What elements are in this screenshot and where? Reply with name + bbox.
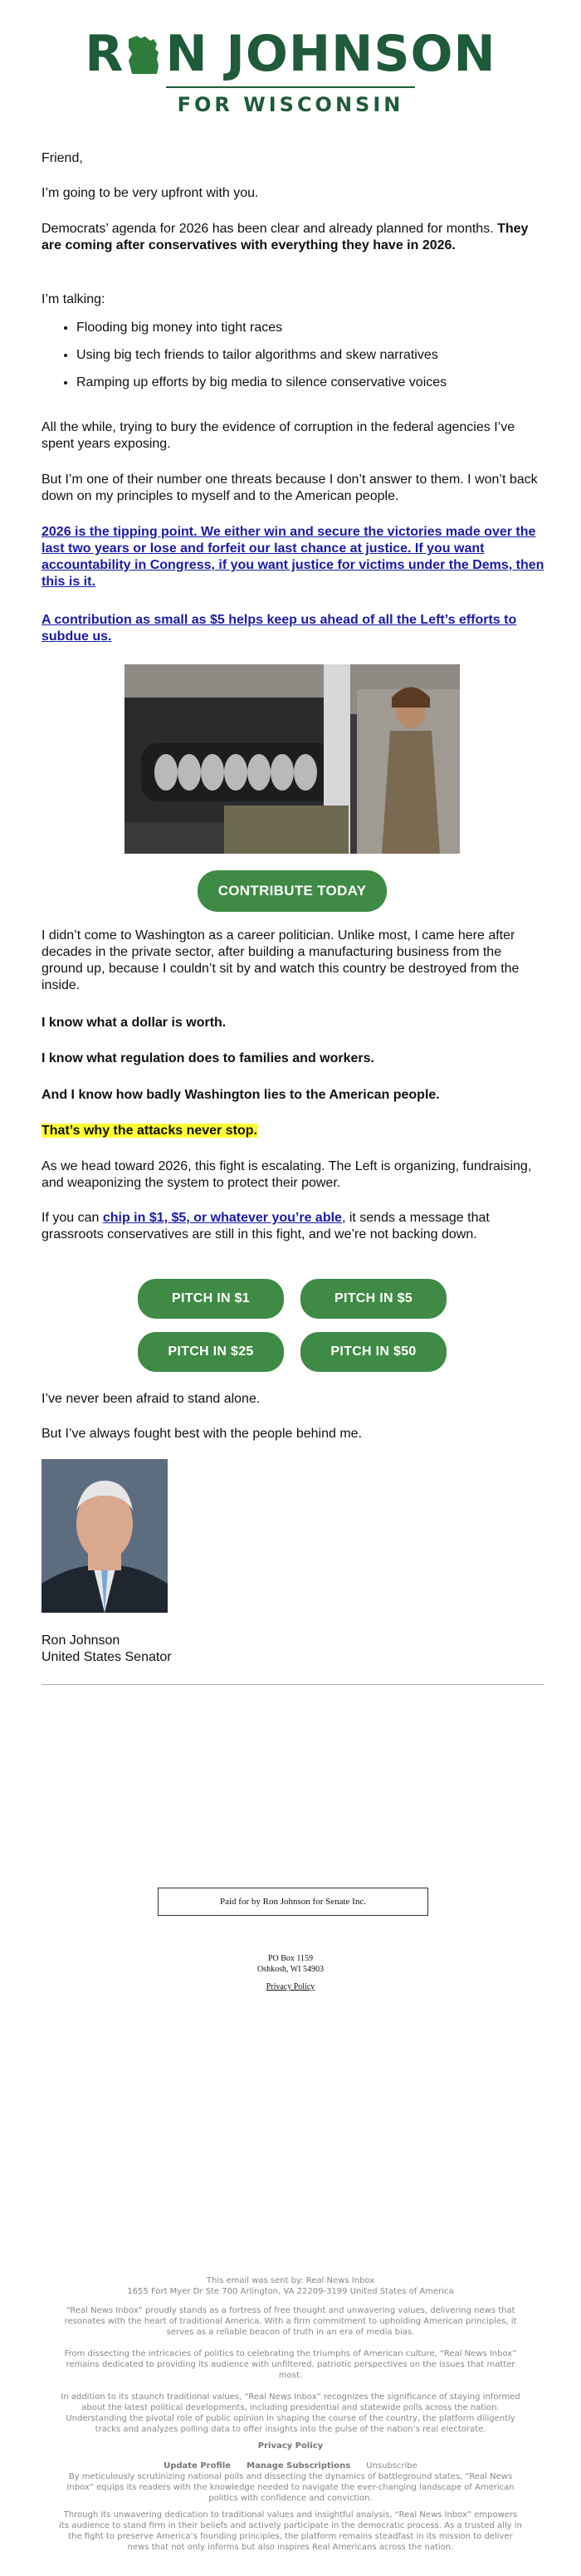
- pitch-in-25-button[interactable]: PITCH IN $25: [138, 1332, 284, 1372]
- wisconsin-state-icon: [125, 31, 164, 77]
- paragraph-principles: But I’m one of their number one threats because I don’t answer to them. I won’t back down on my principles to myself and to the American people.: [42, 473, 538, 503]
- highlight-line: [42, 1123, 544, 1139]
- update-profile-link[interactable]: Update Profile: [164, 2461, 232, 2471]
- contribute-today-button[interactable]: CONTRIBUTE TODAY: [198, 870, 387, 912]
- signature-title: United States Senator: [42, 1650, 172, 1664]
- signature-name: Ron Johnson: [42, 1633, 120, 1648]
- bold-washington: And I know how badly Washington lies to the American people.: [42, 1088, 440, 1102]
- contribution-link-block: [42, 612, 544, 645]
- agenda-text: Democrats’ agenda for 2026 has been clear and already planned for months.: [42, 222, 498, 236]
- footer-privacy-block: [58, 2441, 523, 2451]
- unsubscribe-link[interactable]: Unsubscribe: [366, 2461, 417, 2471]
- footer-privacy-link[interactable]: Privacy Policy: [257, 2441, 324, 2451]
- paragraph-chip-in: [42, 1210, 544, 1243]
- city-zip: Oshkosh, WI 54903: [256, 1965, 325, 1974]
- footer-sent-by: This email was sent by: Real News Inbox: [206, 2276, 375, 2285]
- campaign-privacy-block: [0, 1981, 581, 1992]
- factory-photo-image: [124, 664, 460, 854]
- paragraph-people-behind: But I’ve always fought best with the people behind me.: [42, 1427, 363, 1441]
- pitch-in-5-button[interactable]: PITCH IN $5: [300, 1279, 447, 1319]
- footer-para-2: From dissecting the intricacies of politics to celebrating the triumphs of American culture, “Real News Inbox” remains dedicated to providing its audience with unfiltered, patriotic perspectives on the issues that matter most.: [64, 2349, 517, 2380]
- senator-portrait-image: [42, 1459, 168, 1613]
- footer-para-4: By meticulously scrutinizing national polls and dissecting the dynamics of battleground states, “Real News Inbox” equips its readers with the knowledge needed to navigate the ever-changing landscape of American politics with confidence and conviction.: [66, 2472, 515, 2503]
- footer-address: 1655 Fort Myer Dr Ste 700 Arlington, VA 22209-3199 United States of America: [127, 2287, 454, 2296]
- pitch-in-1-button[interactable]: PITCH IN $1: [138, 1279, 284, 1319]
- logo-subtitle: FOR WISCONSIN: [177, 93, 404, 116]
- paragraph-corruption: All the while, trying to bury the evidence of corruption in the federal agencies I’ve spent years exposing.: [42, 420, 515, 451]
- chip-in-link[interactable]: chip in $1, $5, or whatever you’re able: [102, 1211, 342, 1225]
- senator-portrait: [42, 1459, 168, 1613]
- footer-para-5: Through its unwavering dedication to traditional values and insightful analysis, “Real News Inbox” empowers its audience to stand firm in their beliefs and actively participate in the democratic process. As a trusted ally in the fight to preserve America’s founding principles, the platform remains steadfast in its mission to deliver news that not only informs but also inspires Real Americans across the nation.: [59, 2510, 522, 2552]
- highlighted-text: That’s why the attacks never stop.: [42, 1124, 257, 1138]
- footer-para-1: “Real News Inbox” proudly stands as a fortress of free thought and unwavering values, delivering news that resonates with the heart of traditional America. With a firm commitment to upholding American principles, it serves as a reliable beacon of truth in an era of media bias.: [64, 2306, 517, 2337]
- paragraph-stand-alone: I’ve never been afraid to stand alone.: [42, 1392, 261, 1406]
- paragraph-agenda: [42, 221, 544, 254]
- tipping-point-link[interactable]: 2026 is the tipping point. We either win and secure the victories made over the last two years or lose and forfeit our last chance at justice. If you want accountability in Congress, if you want justice for victims under the Dems, then this is it.: [42, 525, 544, 589]
- bold-dollar: I know what a dollar is worth.: [42, 1016, 227, 1030]
- threat-list: [42, 320, 447, 402]
- chip-in-pre: If you can: [42, 1211, 103, 1225]
- paragraph-talking: I’m talking:: [42, 292, 105, 306]
- pitch-in-50-button[interactable]: PITCH IN $50: [300, 1332, 447, 1372]
- bold-regulation: I know what regulation does to families and workers.: [42, 1051, 374, 1065]
- footer-para-3: In addition to its staunch traditional values, “Real News Inbox” recognizes the significance of staying informed about the latest political developments, including presidential and statewide polls across the nation. Understanding the pivotal role of public opinion in shaping the course of the country, the platform diligently tracks and analyzes polling data to offer insights into the pulse of the nation’s real electorate.: [61, 2392, 520, 2434]
- list-item: • Flooding big money into tight races: [76, 320, 447, 336]
- chip-in-post: , it sends a message that grassroots conservatives are still in this fight, and we’re not backing down.: [42, 1211, 490, 1241]
- paragraph-career: I didn’t come to Washington as a career politician. Unlike most, I came here after decades in the private sector, after building a manufacturing business from the ground up, because I couldn’t sit by and watch this country be destroyed from the inside.: [42, 928, 520, 992]
- footer-links: [58, 2461, 523, 2471]
- tipping-point-link-block: [42, 524, 544, 590]
- logo-name-first-letter: R: [85, 25, 124, 83]
- paragraph-escalating: As we head toward 2026, this fight is escalating. The Left is organizing, fundraising, and weaponizing the system to protect their power.: [42, 1159, 532, 1190]
- campaign-logo[interactable]: [0, 0, 581, 133]
- campaign-privacy-link[interactable]: Privacy Policy: [266, 1982, 315, 1991]
- paid-for-disclaimer: Paid for by Ron Johnson for Senate Inc.: [158, 1888, 428, 1916]
- logo-divider: [166, 86, 415, 88]
- manage-subscriptions-link[interactable]: Manage Subscriptions: [247, 2461, 351, 2471]
- factory-photo[interactable]: [124, 664, 460, 854]
- greeting: Friend,: [42, 151, 83, 165]
- list-item: • Ramping up efforts by big media to silence conservative voices: [76, 375, 447, 391]
- po-box: PO Box 1159: [267, 1954, 314, 1963]
- logo-name-rest: N JOHNSON: [165, 25, 496, 83]
- list-item: • Using big tech friends to tailor algorithms and skew narratives: [76, 347, 447, 364]
- section-divider: [42, 1684, 544, 1685]
- paragraph-upfront: I’m going to be very upfront with you.: [42, 186, 259, 200]
- logo-name: [0, 25, 581, 83]
- agenda-bold-text: They are coming after conservatives with everything they have in 2026.: [42, 222, 529, 252]
- contribution-link[interactable]: A contribution as small as $5 helps keep us ahead of all the Left’s efforts to subdue us.: [42, 613, 517, 644]
